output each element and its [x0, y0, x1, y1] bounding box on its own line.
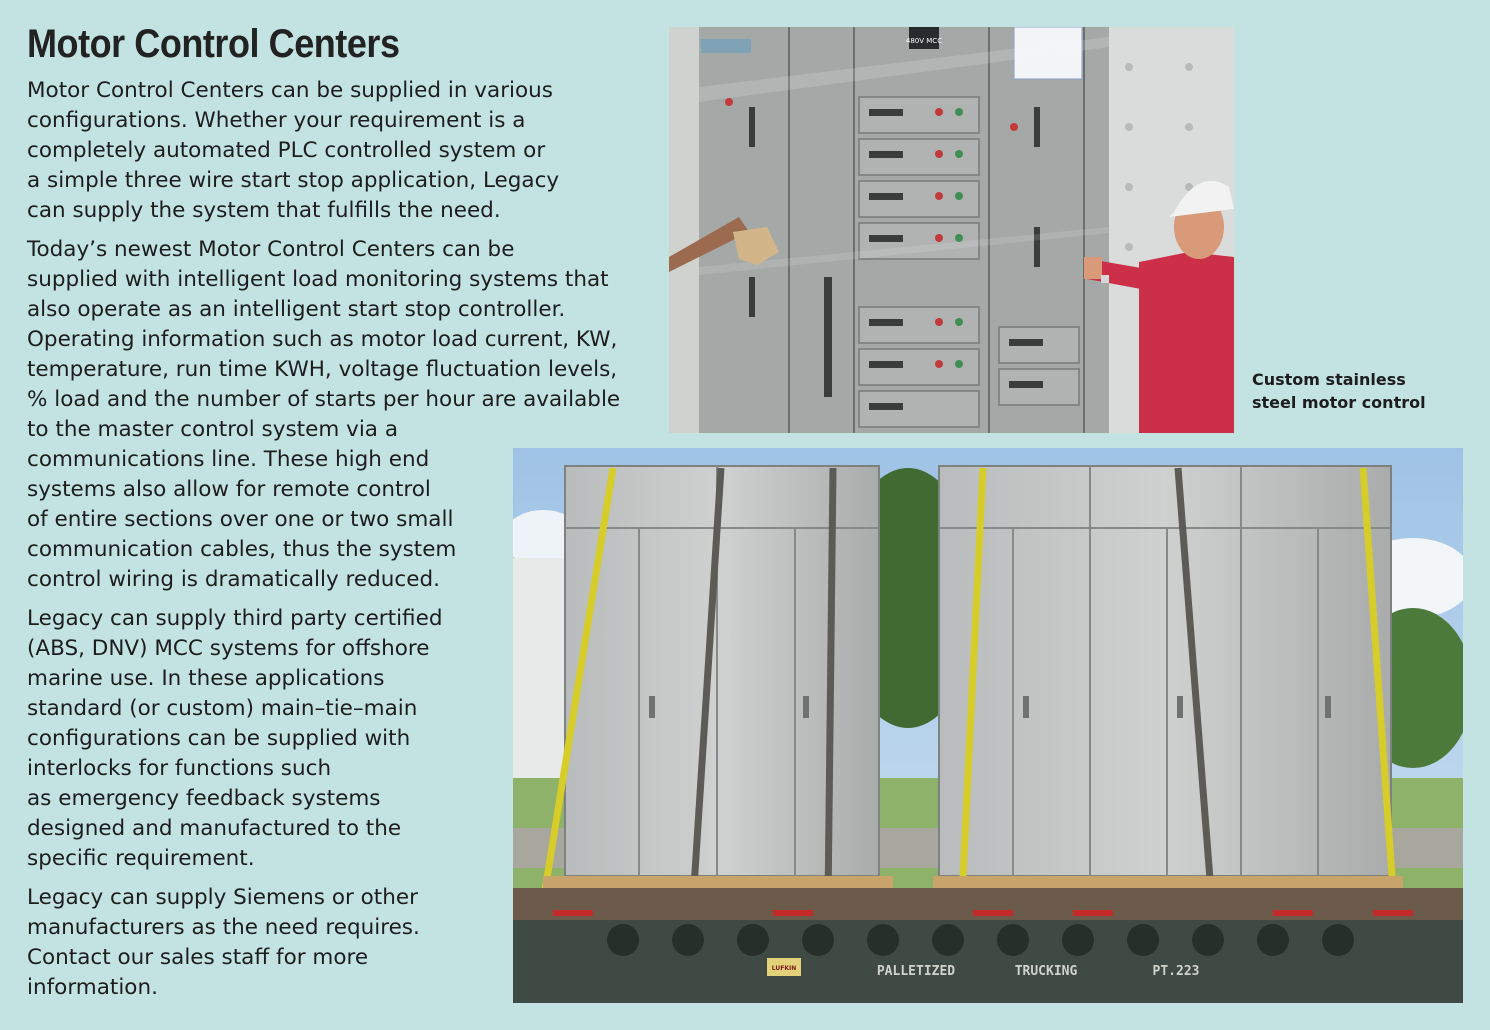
text-line: can supply the system that fulfills the need. [27, 198, 501, 223]
text-line: Today’s newest Motor Control Centers can be [27, 237, 515, 262]
photo-caption [1252, 368, 1426, 414]
text-line: standard (or custom) main–tie–main [27, 696, 418, 721]
stainless-mcc-trailer-photo [513, 448, 1463, 1003]
text-line: configurations. Whether your requirement is a [27, 108, 526, 133]
text-line: Motor Control Centers can be supplied in various [27, 78, 553, 103]
text-line: Legacy can supply Siemens or other [27, 885, 418, 910]
text-line: temperature, run time KWH, voltage fluctuation levels, [27, 357, 618, 382]
text-line: to the master control system via a [27, 417, 398, 442]
caption-line: Custom stainless [1252, 370, 1406, 389]
text-line: manufacturers as the need requires. [27, 915, 420, 940]
text-line: designed and manufactured to the [27, 816, 402, 841]
text-line: supplied with intelligent load monitoring systems that [27, 267, 609, 292]
text-line: information. [27, 975, 158, 1000]
trailer-text-trucking: TRUCKING [1014, 964, 1078, 979]
text-line: marine use. In these applications [27, 666, 385, 691]
mcc-technician-photo [669, 27, 1234, 433]
text-line: communications line. These high end [27, 447, 430, 472]
text-line: % load and the number of starts per hour are available [27, 387, 621, 412]
text-line: a simple three wire start stop application, Legacy [27, 168, 560, 193]
paragraph-intro [27, 76, 667, 226]
caption-line: steel motor control [1252, 393, 1426, 412]
text-line: control wiring is dramatically reduced. [27, 567, 440, 592]
trailer-text-palletized: PALLETIZED [876, 964, 956, 979]
text-line: completely automated PLC controlled system or [27, 138, 546, 163]
text-line: Contact our sales staff for more [27, 945, 369, 970]
text-line: interlocks for functions such [27, 756, 332, 781]
text-line: (ABS, DNV) MCC systems for offshore [27, 636, 430, 661]
trailer-badge: LUFKIN [771, 965, 797, 972]
text-line: Operating information such as motor load current, KW, [27, 327, 618, 352]
mcc-label-plate: 480V MCC [905, 37, 943, 45]
text-line: communication cables, thus the system [27, 537, 457, 562]
trailer-text-unit-number: PT.223 [1152, 964, 1200, 979]
text-line: also operate as an intelligent start stop controller. [27, 297, 566, 322]
page-title: Motor Control Centers [27, 22, 400, 66]
text-line: specific requirement. [27, 846, 255, 871]
text-line: of entire sections over one or two small [27, 507, 454, 532]
text-line: systems also allow for remote control [27, 477, 431, 502]
text-line: configurations can be supplied with [27, 726, 411, 751]
text-line: Legacy can supply third party certified [27, 606, 443, 631]
text-line: as emergency feedback systems [27, 786, 381, 811]
